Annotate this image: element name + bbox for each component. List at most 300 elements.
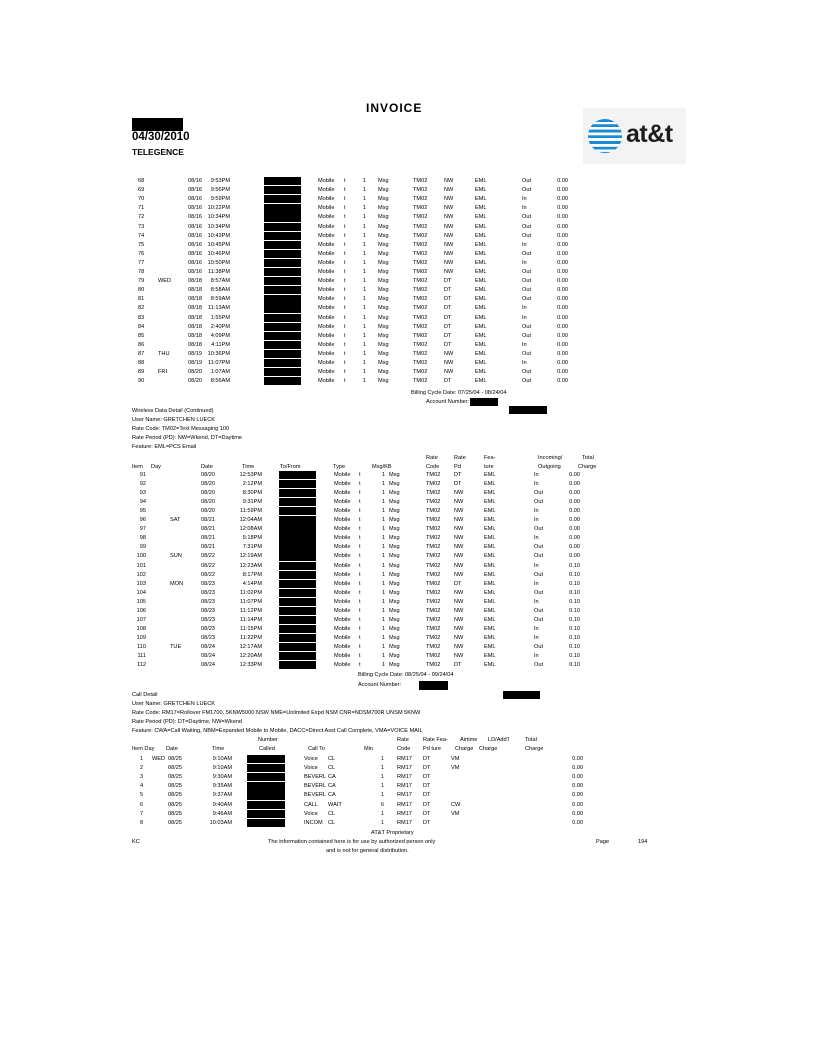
type-cell: Mobile [334, 526, 351, 533]
total-cell: 0.00 [572, 819, 583, 826]
pd-cell: NW [454, 598, 464, 605]
pd-cell: NW [444, 205, 454, 212]
code-cell: RM17 [397, 792, 412, 799]
unit-cell: Msg [378, 341, 389, 348]
code-cell: TM02 [413, 378, 428, 385]
count-cell: 1 [363, 360, 367, 366]
time-cell: 11:22PM [240, 634, 262, 641]
code-cell: TM02 [413, 196, 428, 203]
code-cell: TM02 [426, 517, 441, 524]
time-cell: 11:07PM [240, 598, 262, 605]
section-heading: Call Detail [132, 692, 158, 698]
count-cell: 1 [363, 314, 367, 321]
redacted-number [279, 607, 316, 615]
redacted-number [264, 241, 301, 249]
item-cell: 76 [138, 250, 145, 257]
charge-cell: 0.00 [557, 278, 568, 285]
pd-cell: NW [444, 269, 454, 275]
direction-cell: In [534, 598, 539, 605]
redacted-number [264, 268, 301, 276]
charge-cell: 0.00 [569, 544, 580, 551]
feature-cell: EML [484, 616, 496, 623]
feature-cell: EML [475, 214, 487, 221]
direction-cell: In [534, 562, 539, 569]
direction-cell: Out [522, 296, 532, 303]
direction-cell: Out [534, 662, 544, 669]
unit-cell: Msg [378, 369, 389, 376]
time-cell: 2:40PM [210, 323, 230, 330]
day-cell: THU [158, 350, 170, 357]
item-cell: 78 [138, 269, 145, 275]
col-header: Pd [454, 464, 461, 470]
type-cell: Mobile [334, 607, 351, 614]
unit-cell: Msg [389, 472, 400, 478]
feature-cell: EML [484, 598, 496, 605]
code-cell: TM02 [426, 490, 441, 497]
unit-cell: Msg [389, 589, 400, 596]
code-cell: TM02 [426, 526, 441, 533]
redacted-number [247, 810, 285, 818]
date-cell: 08/22 [201, 553, 215, 560]
time-cell: 11:13AM [208, 305, 230, 312]
code-cell: TM02 [413, 287, 428, 294]
redacted-number [247, 801, 285, 809]
item-cell: 86 [138, 341, 145, 348]
time-cell: 9:46AM [212, 810, 232, 817]
type-cell: Mobile [334, 634, 351, 641]
redacted-block [132, 118, 183, 131]
user-name: User Name: GRETCHEN LUECK [132, 417, 215, 423]
code-cell: TM02 [413, 269, 428, 275]
type-cell: Mobile [334, 589, 351, 596]
unit-cell: Msg [378, 296, 389, 303]
type-cell: Mobile [334, 580, 351, 587]
feature-cell: EML [475, 259, 487, 266]
min-cell: 6 [380, 801, 384, 808]
date-cell: 08/23 [201, 625, 215, 632]
pd-cell: NW [444, 196, 454, 203]
unit-cell: Msg [389, 562, 400, 569]
item-cell: 95 [139, 508, 146, 515]
direction-cell: Out [534, 490, 544, 497]
day-cell: SAT [170, 517, 181, 524]
t-cell: t [344, 360, 346, 366]
time-cell: 4:11PM [211, 341, 230, 348]
t-cell: t [344, 296, 346, 303]
code-cell: TM02 [413, 178, 428, 184]
unit-cell: Msg [378, 323, 389, 330]
charge-cell: 0.00 [557, 350, 568, 357]
pd-cell: NW [444, 350, 454, 357]
date-cell: 08/25 [168, 756, 182, 762]
item-cell: 79 [138, 278, 145, 285]
pd-cell: NW [454, 643, 464, 650]
t-cell: t [344, 196, 346, 203]
page-label: Page [596, 839, 610, 845]
item-cell: 112 [137, 662, 146, 669]
feature-cell: EML [475, 287, 487, 294]
direction-cell: Out [534, 526, 544, 533]
type-cell: Mobile [334, 625, 351, 632]
item-cell: 97 [139, 526, 146, 533]
unit-cell: Msg [378, 269, 389, 275]
unit-cell: Msg [389, 571, 400, 578]
count-cell: 1 [363, 196, 367, 203]
date-cell: 08/25 [168, 774, 182, 781]
item-cell: 4 [140, 783, 144, 790]
charge-cell: 0.10 [569, 634, 580, 641]
col-header: ture [484, 464, 494, 470]
t-cell: t [344, 232, 346, 239]
col-header: Msg/KB [372, 464, 392, 470]
t-cell: t [344, 332, 346, 339]
t-cell: t [359, 571, 361, 578]
feature-cell: EML [475, 323, 487, 330]
feature-cell: CW [451, 801, 461, 808]
code-cell: TM02 [426, 607, 441, 614]
redacted-number [247, 782, 285, 790]
time-cell: 9:30AM [212, 774, 232, 781]
code-cell: TM02 [413, 369, 428, 376]
date-cell: 08/25 [168, 810, 182, 817]
code-cell: TM02 [426, 580, 441, 587]
count-cell: 1 [363, 223, 367, 230]
redacted-number [247, 773, 285, 781]
type-cell: Mobile [318, 232, 335, 239]
col-header: LD/Add'l [488, 737, 509, 743]
redacted-number [247, 819, 285, 827]
pd-cell: NW [444, 187, 454, 194]
time-cell: 9:59PM [210, 196, 230, 203]
date-cell: 08/23 [201, 607, 215, 614]
date-cell: 08/20 [201, 481, 215, 488]
date-cell: 08/16 [188, 178, 202, 184]
redacted-number [279, 571, 316, 579]
code-cell: TM02 [413, 296, 428, 303]
code-cell: TM02 [413, 350, 428, 357]
code-cell: TM02 [426, 643, 441, 650]
redacted-number [264, 223, 301, 231]
unit-cell: Msg [378, 278, 389, 285]
pd-cell: NW [444, 369, 454, 376]
item-cell: 91 [139, 472, 146, 478]
date-cell: 08/16 [188, 196, 202, 203]
count-cell: 1 [363, 350, 367, 357]
item-cell: 83 [138, 314, 145, 321]
call-to-cell: BEVERL [304, 783, 327, 790]
pd-cell: NW [444, 360, 454, 366]
proprietary-notice: AT&T Proprietary [371, 830, 414, 836]
type-cell: Mobile [318, 314, 335, 321]
charge-cell: 0.00 [569, 553, 580, 560]
feature-cell: EML [484, 499, 496, 506]
pd-cell: NW [444, 214, 454, 221]
feature-cell: VM [451, 765, 460, 772]
time-cell: 8:59AM [210, 296, 230, 303]
feature-cell: EML [475, 178, 487, 184]
unit-cell: Msg [389, 625, 400, 632]
unit-cell: Msg [378, 232, 389, 239]
pd-cell: NW [454, 517, 464, 524]
rate-period: Rate Period (PD): NW=Wkend, DT=Daytime [132, 435, 243, 441]
code-cell: TM02 [413, 341, 428, 348]
unit-cell: Msg [389, 634, 400, 641]
count-cell: 1 [363, 187, 367, 194]
charge-cell: 0.00 [557, 305, 568, 312]
direction-cell: In [534, 517, 539, 524]
date-cell: 08/22 [201, 571, 215, 578]
type-cell: Mobile [318, 269, 335, 275]
code-cell: RM17 [397, 810, 412, 817]
charge-cell: 0.10 [569, 643, 580, 650]
direction-cell: Out [534, 553, 544, 560]
redacted-number [279, 471, 316, 479]
code-cell: TM02 [426, 662, 441, 669]
date-cell: 08/23 [201, 598, 215, 605]
count-cell: 1 [363, 296, 367, 303]
date-cell: 08/24 [201, 662, 215, 669]
redacted-number [279, 616, 316, 624]
state-cell: WAIT [328, 801, 342, 808]
item-cell: 84 [138, 323, 145, 330]
t-cell: t [359, 553, 361, 560]
count-cell: 1 [363, 305, 367, 312]
type-cell: Mobile [318, 205, 335, 212]
unit-cell: Msg [378, 250, 389, 257]
min-cell: 1 [380, 756, 384, 762]
col-header: Total [525, 737, 537, 743]
redacted-number [264, 314, 301, 322]
feature-cell: EML [484, 625, 496, 632]
pd-cell: DT [444, 341, 452, 348]
user-name: User Name: GRETCHEN LUECK [132, 701, 215, 707]
t-cell: t [359, 535, 361, 542]
date-cell: 08/21 [201, 517, 215, 524]
unit-cell: Msg [378, 378, 389, 385]
pd-cell: DT [423, 819, 431, 826]
redacted-number [279, 534, 316, 542]
count-cell: 1 [363, 278, 367, 285]
charge-cell: 0.00 [569, 481, 580, 488]
date-cell: 08/16 [188, 214, 202, 221]
unit-cell: Msg [389, 526, 400, 533]
item-cell: 68 [138, 178, 145, 184]
t-cell: t [359, 472, 361, 478]
type-cell: Mobile [334, 481, 351, 488]
feature-cell: EML [475, 296, 487, 303]
count-cell: 1 [363, 269, 367, 275]
item-cell: 69 [138, 187, 145, 194]
redacted-number [247, 791, 285, 799]
redacted-number [247, 755, 285, 763]
direction-cell: In [534, 625, 539, 632]
col-header: To/From [280, 464, 301, 470]
redacted-account-2 [419, 681, 448, 690]
type-cell: Mobile [318, 250, 335, 257]
count-cell: 1 [363, 205, 367, 212]
feature-cell: EML [484, 562, 496, 569]
section-heading: Wireless Data Detail (Continued) [132, 408, 214, 414]
charge-cell: 0.10 [569, 653, 580, 659]
date-cell: 08/16 [188, 187, 202, 194]
time-cell: 10:43PM [207, 232, 230, 239]
item-cell: 93 [139, 490, 146, 497]
item-cell: 85 [138, 332, 145, 339]
feature-cell: EML [484, 580, 496, 587]
direction-cell: In [522, 241, 527, 248]
charge-cell: 0.10 [569, 662, 580, 669]
type-cell: Mobile [318, 360, 335, 366]
charge-cell: 0.00 [557, 196, 568, 203]
time-cell: 11:02PM [240, 589, 262, 596]
count-cell: 1 [382, 580, 386, 587]
time-cell: 5:18PM [242, 535, 262, 542]
unit-cell: Msg [378, 332, 389, 339]
redacted-number [264, 232, 301, 240]
feature-cell: EML [484, 517, 496, 524]
feature-cell: EML [475, 269, 487, 275]
feature-cell: EML [475, 314, 487, 321]
direction-cell: In [522, 341, 527, 348]
time-cell: 9:35AM [212, 783, 232, 790]
pd-cell: DT [454, 472, 462, 478]
date-cell: 08/23 [201, 634, 215, 641]
redacted-number [264, 204, 301, 212]
pd-cell: NW [444, 250, 454, 257]
item-cell: 110 [137, 643, 146, 650]
charge-cell: 0.10 [569, 562, 580, 569]
direction-cell: In [534, 580, 539, 587]
pd-cell: NW [454, 490, 464, 497]
col-header: Item [132, 464, 143, 470]
charge-cell: 0.00 [569, 499, 580, 506]
date-cell: 08/19 [188, 350, 202, 357]
col-header: Outgoing [538, 464, 561, 470]
unit-cell: Msg [378, 305, 389, 312]
code-cell: TM02 [426, 625, 441, 632]
time-cell: 11:12PM [240, 607, 262, 614]
col-header: Time [212, 746, 225, 752]
date-cell: 08/19 [188, 360, 202, 366]
count-cell: 1 [382, 544, 386, 551]
pd-cell: NW [454, 499, 464, 506]
type-cell: Mobile [334, 517, 351, 524]
redacted-number [264, 304, 301, 312]
direction-cell: In [522, 314, 527, 321]
redacted-number [279, 643, 316, 651]
total-cell: 0.00 [572, 810, 583, 817]
direction-cell: In [522, 305, 527, 312]
item-cell: 70 [138, 196, 145, 203]
count-cell: 1 [382, 571, 386, 578]
redacted-number [279, 543, 316, 551]
t-cell: t [344, 223, 346, 230]
direction-cell: In [522, 360, 527, 366]
direction-cell: Out [534, 589, 544, 596]
time-cell: 10:34PM [207, 214, 230, 221]
t-cell: t [359, 662, 361, 669]
pd-cell: NW [454, 653, 464, 659]
feature-cell: EML [475, 360, 487, 366]
type-cell: Mobile [334, 653, 351, 659]
unit-cell: Msg [378, 178, 389, 184]
t-cell: t [359, 490, 361, 497]
total-cell: 0.00 [572, 756, 583, 762]
count-cell: 1 [382, 662, 386, 669]
unit-cell: Msg [378, 314, 389, 321]
day-cell: MON [170, 580, 184, 587]
item-cell: 103 [136, 580, 146, 587]
t-cell: t [344, 178, 346, 184]
item-cell: 109 [136, 634, 146, 641]
item-cell: 106 [136, 607, 146, 614]
t-cell: t [344, 259, 346, 266]
charge-cell: 0.00 [557, 287, 568, 294]
pd-cell: DT [423, 783, 431, 790]
charge-cell: 0.00 [557, 360, 568, 366]
direction-cell: Out [534, 544, 544, 551]
count-cell: 1 [382, 499, 386, 506]
count-cell: 1 [382, 643, 386, 650]
direction-cell: In [522, 196, 527, 203]
rate-period: Rate Period (PD): DT=Daytime, NW=Wkend [132, 719, 243, 725]
charge-cell: 0.00 [569, 472, 580, 478]
direction-cell: Out [534, 643, 544, 650]
time-cell: 9:37AM [212, 792, 232, 799]
unit-cell: Msg [389, 490, 400, 497]
time-cell: 4:14PM [242, 580, 262, 587]
date-cell: 08/20 [188, 378, 202, 385]
direction-cell: In [534, 535, 539, 542]
code-cell: TM02 [413, 360, 428, 366]
redacted-block [509, 406, 547, 414]
code-cell: RM17 [397, 819, 412, 826]
min-cell: 1 [380, 810, 384, 817]
t-cell: t [344, 214, 346, 221]
company-name: TELEGENCE [132, 147, 184, 157]
redacted-number [264, 359, 301, 367]
item-cell: 101 [136, 562, 146, 569]
feature-cell: EML [475, 341, 487, 348]
time-cell: 12:19AM [239, 553, 262, 560]
type-cell: Mobile [318, 341, 335, 348]
time-cell: 12:23AM [239, 562, 262, 569]
item-cell: 102 [136, 571, 146, 578]
col-header: Day [151, 464, 161, 470]
pd-cell: NW [454, 535, 464, 542]
date-cell: 08/24 [201, 643, 215, 650]
t-cell: t [359, 517, 361, 524]
unit-cell: Msg [378, 259, 389, 266]
t-cell: t [359, 643, 361, 650]
item-cell: 74 [138, 232, 145, 239]
time-cell: 1:55PM [210, 314, 230, 321]
feature-cell: VM [451, 810, 460, 817]
col-header: Date [201, 464, 213, 470]
date-cell: 08/24 [201, 653, 215, 659]
col-header: Called [259, 746, 275, 752]
pd-cell: NW [454, 562, 464, 569]
type-cell: Mobile [318, 259, 335, 266]
col-header: Rate [454, 455, 466, 461]
time-cell: 11:14PM [240, 616, 262, 623]
unit-cell: Msg [378, 223, 389, 230]
time-cell: 8:57AM [210, 278, 230, 285]
direction-cell: Out [534, 607, 544, 614]
redacted-number [279, 625, 316, 633]
redacted-number [264, 195, 301, 203]
pd-cell: NW [454, 508, 464, 515]
